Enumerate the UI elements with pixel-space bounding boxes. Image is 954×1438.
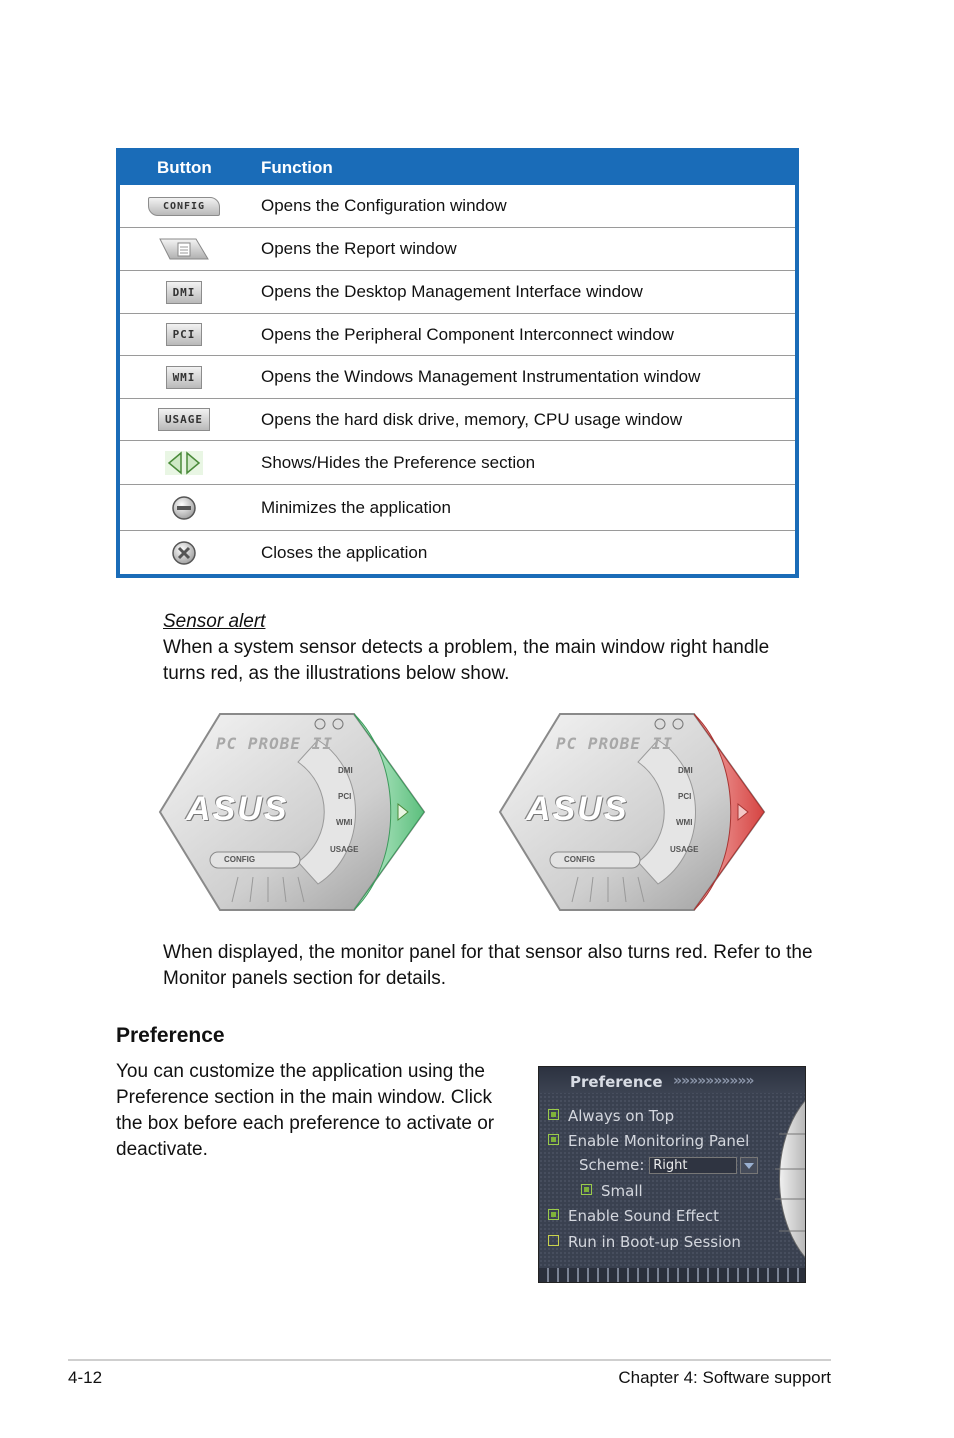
asus-logo: ASUS	[526, 790, 629, 828]
wmi-button[interactable]: WMI	[336, 818, 353, 827]
small-checkbox[interactable]	[581, 1184, 592, 1195]
dmi-button[interactable]: DMI	[338, 766, 353, 775]
table-row	[120, 441, 795, 485]
button-function-table	[116, 148, 799, 578]
row-function-text: Closes the application	[261, 543, 428, 562]
always-on-top-option[interactable]	[548, 1107, 674, 1125]
row-function-text: Opens the Report window	[261, 239, 457, 258]
pci-button[interactable]: PCI	[678, 792, 692, 801]
config-button-icon: CONFIG	[148, 197, 220, 216]
wmi-button[interactable]: WMI	[676, 818, 693, 827]
wmi-button-icon: WMI	[166, 366, 203, 389]
enable-sound-effect-checkbox[interactable]	[548, 1209, 559, 1220]
table-row	[120, 531, 795, 575]
table-row	[120, 228, 795, 271]
pci-button[interactable]: PCI	[338, 792, 352, 801]
sensor-alert-title: Sensor alert	[163, 611, 266, 632]
row-function-text: Opens the Windows Management Instrumentation window	[261, 367, 701, 386]
enable-sound-effect-label: Enable Sound Effect	[568, 1207, 720, 1225]
enable-monitoring-panel-label: Enable Monitoring Panel	[568, 1132, 750, 1150]
row-function-text: Opens the Configuration window	[261, 196, 507, 215]
small-option[interactable]	[581, 1182, 643, 1200]
dmi-button-icon: DMI	[166, 281, 203, 304]
scheme-row	[579, 1156, 758, 1174]
row-function-text: Minimizes the application	[261, 497, 451, 517]
always-on-top-label: Always on Top	[568, 1107, 675, 1125]
preference-toggle-arrows-icon	[164, 450, 204, 476]
panel-edge-decoration	[757, 1089, 806, 1269]
small-label: Small	[601, 1182, 643, 1200]
pci-button-icon: PCI	[166, 323, 203, 346]
run-in-boot-up-session-label: Run in Boot-up Session	[568, 1233, 741, 1251]
preference-heading: Preference	[116, 1024, 225, 1047]
chevron-down-icon[interactable]	[740, 1157, 758, 1174]
asus-logo: ASUS	[186, 790, 289, 828]
pc-probe-logo: PC PROBE II	[556, 734, 673, 753]
probe-widget-normal	[158, 712, 428, 912]
chapter-title: Chapter 4: Software support	[618, 1368, 831, 1387]
usage-button[interactable]: USAGE	[670, 845, 699, 854]
table-row	[120, 271, 795, 314]
preference-text: You can customize the application using the Preference section in the main window. Click the box before each preference to activate or deactivate.	[116, 1061, 495, 1160]
config-button[interactable]: CONFIG	[224, 855, 256, 864]
report-button-icon	[156, 237, 212, 261]
enable-sound-effect-option[interactable]	[548, 1207, 719, 1225]
dmi-button[interactable]: DMI	[678, 766, 693, 775]
run-in-boot-up-session-option[interactable]	[548, 1233, 741, 1251]
sensor-alert-text: When a system sensor detects a problem, the main window right handle turns red, as the illustrations below show.	[163, 637, 770, 684]
table-row	[120, 485, 795, 531]
preference-panel	[538, 1066, 806, 1283]
usage-button-icon: USAGE	[158, 408, 210, 431]
row-function-text: Opens the Peripheral Component Interconnect window	[261, 324, 674, 344]
header-button: Button	[157, 158, 212, 177]
scheme-select[interactable]: Right	[649, 1157, 737, 1174]
row-function-text: Opens the hard disk drive, memory, CPU usage window	[261, 409, 683, 429]
table-row	[120, 399, 795, 441]
title-arrows: »»»»»»»»»»	[673, 1073, 754, 1089]
config-button[interactable]: CONFIG	[564, 855, 596, 864]
usage-button[interactable]: USAGE	[330, 845, 359, 854]
row-function-text: Opens the Desktop Management Interface window	[261, 282, 643, 301]
sensor-alert-after-text: When displayed, the monitor panel for that sensor also turns red. Refer to the Monitor panels section for details.	[163, 942, 813, 989]
preference-panel-title: Preference	[570, 1073, 663, 1091]
table-header	[120, 148, 795, 185]
table-row	[120, 185, 795, 228]
enable-monitoring-panel-checkbox[interactable]	[548, 1134, 559, 1145]
enable-monitoring-panel-option[interactable]	[548, 1132, 749, 1150]
scheme-label: Scheme:	[579, 1156, 645, 1174]
panel-bottom-strip	[539, 1268, 805, 1282]
always-on-top-checkbox[interactable]	[548, 1109, 559, 1120]
probe-widget-alert	[498, 712, 768, 912]
minimize-icon	[171, 495, 197, 521]
header-function: Function	[261, 158, 333, 177]
close-icon	[171, 540, 197, 566]
page-number: 4-12	[68, 1368, 103, 1387]
pc-probe-logo: PC PROBE II	[216, 734, 333, 753]
row-function-text: Shows/Hides the Preference section	[261, 452, 536, 472]
table-row	[120, 356, 795, 399]
footer-divider	[68, 1359, 831, 1361]
run-in-boot-up-session-checkbox[interactable]	[548, 1235, 559, 1246]
table-row	[120, 314, 795, 356]
